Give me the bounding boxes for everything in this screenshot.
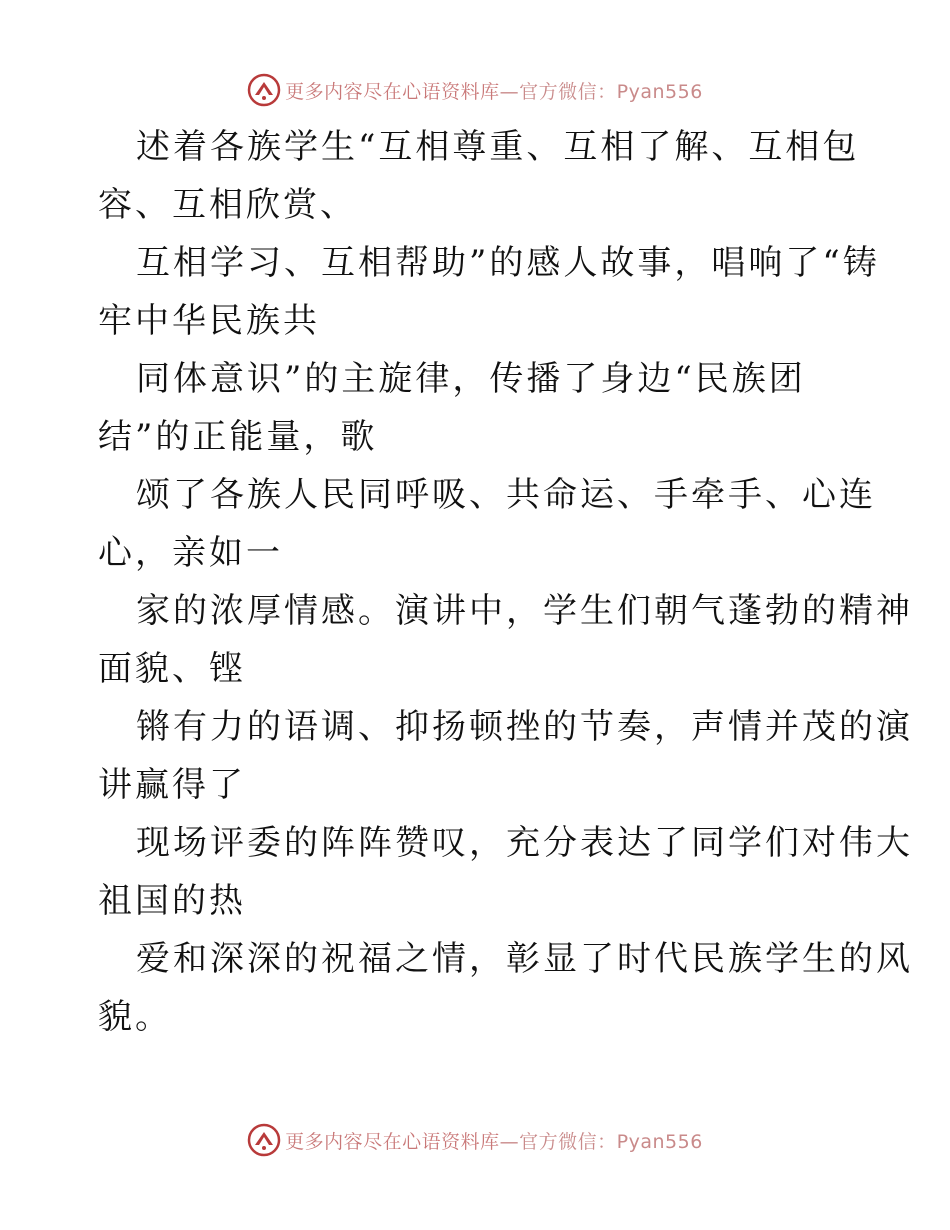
header-banner <box>0 70 950 110</box>
footer-banner-text <box>285 1127 703 1154</box>
header-brand-text: 更多内容尽在心语资料库 <box>285 80 500 103</box>
body-line: 结”的正能量，歌 <box>98 417 378 457</box>
header-contact-text: —官方微信：Pyan556 <box>499 80 703 103</box>
red-book-logo-icon <box>247 73 281 107</box>
body-line: 貌。 <box>98 997 172 1037</box>
body-line: 同体意识”的主旋律，传播了身边“民族团 <box>136 359 806 399</box>
header-banner-text <box>285 77 703 104</box>
body-line: 锵有力的语调、抑扬顿挫的节奏，声情并茂的演 <box>136 707 913 747</box>
body-line: 牢中华民族共 <box>98 301 320 341</box>
body-line: 爱和深深的祝福之情，彰显了时代民族学生的风 <box>136 939 913 979</box>
body-line: 祖国的热 <box>98 881 246 921</box>
body-line: 讲赢得了 <box>98 765 246 805</box>
red-book-logo-icon <box>247 1123 281 1157</box>
body-line: 心，亲如一 <box>98 533 283 573</box>
body-line: 互相学习、互相帮助”的感人故事，唱响了“铸 <box>136 243 880 283</box>
body-line: 颂了各族人民同呼吸、共命运、手牵手、心连 <box>136 475 876 515</box>
footer-brand-text: 更多内容尽在心语资料库 <box>285 1130 500 1153</box>
body-line: 容、互相欣赏、 <box>98 185 357 225</box>
body-line: 家的浓厚情感。演讲中，学生们朝气蓬勃的精神 <box>136 591 913 631</box>
footer-contact-text: —官方微信：Pyan556 <box>499 1130 703 1153</box>
body-line: 现场评委的阵阵赞叹，充分表达了同学们对伟大 <box>136 823 913 863</box>
body-line: 述着各族学生“互相尊重、互相了解、互相包 <box>136 127 860 167</box>
body-line: 面貌、铿 <box>98 649 246 689</box>
footer-banner <box>0 1120 950 1160</box>
document-body <box>98 118 913 1046</box>
